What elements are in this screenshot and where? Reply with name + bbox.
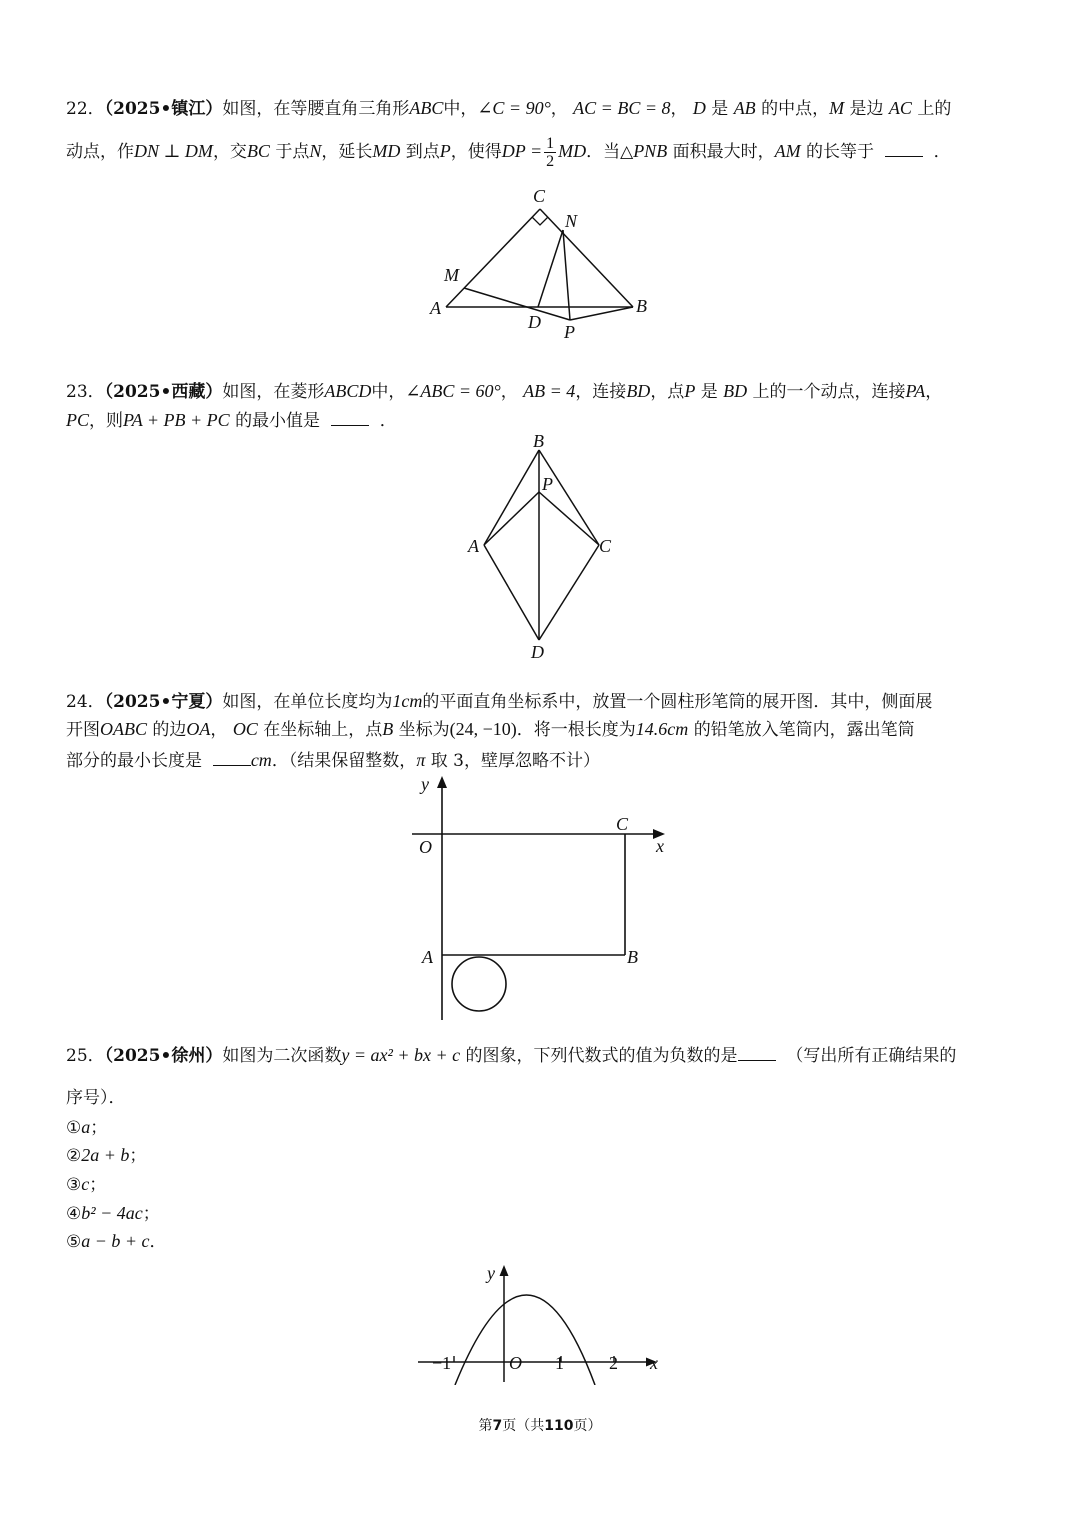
label-d: D: [528, 312, 541, 332]
label-c: C: [616, 814, 629, 834]
q25-math-func: y = ax² + bx + c: [341, 1045, 461, 1065]
q25-number: 25．: [66, 1046, 105, 1066]
label-b: B: [636, 296, 647, 316]
label-y: y: [487, 1263, 495, 1283]
segment-bc: [539, 450, 599, 545]
segment-ac: [446, 209, 540, 307]
q22-math-angle: ∠C = 90°: [477, 98, 551, 118]
q22-text: 是边: [849, 99, 884, 119]
y-axis-arrow: [500, 1265, 509, 1276]
q22-text: 如图，在等腰直角三角形: [222, 99, 410, 119]
q24-source: （2025•宁夏）: [104, 692, 223, 712]
q22-text: ．: [933, 142, 951, 162]
label-o: O: [419, 837, 432, 857]
option-end: ；: [89, 1175, 107, 1195]
q24-text: 取 3，壁厚忽略不计）: [430, 751, 600, 771]
q25-option-3: [66, 1172, 106, 1197]
q22-math-n: N: [309, 141, 322, 161]
q22-text: ，交: [212, 142, 247, 162]
label-c: C: [599, 536, 612, 556]
q22-math-md: MD: [372, 141, 401, 161]
q23-math-angle: ∠ABC = 60°: [405, 381, 501, 401]
segment-ba: [484, 450, 539, 545]
q22-math-p: P: [439, 141, 451, 161]
label-1: 1: [555, 1353, 564, 1373]
label-y: y: [421, 774, 429, 794]
q23-math-bd2: BD: [723, 381, 748, 401]
q23-math-abcd: ABCD: [324, 381, 372, 401]
q22-source: （2025•镇江）: [104, 99, 223, 119]
q23-text: 的最小值是: [235, 411, 321, 431]
q24-text: 部分的最小长度是: [66, 751, 202, 771]
label-c: C: [533, 186, 546, 206]
q22-number: 22．: [66, 99, 105, 119]
q22-math-sides: AC = BC = 8: [573, 98, 671, 118]
q22-fraction: [544, 135, 556, 170]
q24-text: 坐标为: [398, 720, 450, 740]
answer-blank: [213, 751, 251, 766]
label-neg1: −1: [432, 1353, 452, 1373]
label-a: A: [422, 947, 433, 967]
q23-text: ．: [379, 411, 397, 431]
q25-option-4: [66, 1201, 160, 1226]
q22-math-md2: MD: [558, 141, 587, 161]
q23-line-1: 23．（2025•西藏）如图，在菱形ABCD中，∠ABC = 60°， AB = 4，连接BD，点P 是 BD 上的一个动点，连接PA，: [66, 381, 943, 402]
q23-math-ab: AB = 4: [523, 381, 576, 401]
q23-figure: [460, 428, 620, 668]
q22-line-1: 22．（2025•镇江）如图，在等腰直角三角形ABC中，∠C = 90°， AC = BC = 8， D 是 AB 的中点，M 是边 AC 上的: [66, 98, 952, 119]
q22-math-perp: DN ⊥ DM: [134, 141, 213, 161]
option-mark: ⑤: [66, 1232, 82, 1252]
q24-line-1: [66, 689, 932, 714]
answer-blank: [885, 142, 923, 157]
footer-text: 页）: [573, 1418, 602, 1434]
option-end: ；: [142, 1204, 160, 1224]
label-a: A: [468, 536, 479, 556]
q23-line-2: [66, 408, 397, 433]
q24-text: 如图，在单位长度均为: [222, 692, 393, 712]
label-o: O: [509, 1353, 522, 1373]
q25-text: 的图象，下列代数式的值为负数的是: [465, 1046, 738, 1066]
option-expr: a: [81, 1117, 91, 1137]
label-p: P: [542, 474, 553, 494]
q22-math-m: M: [829, 98, 845, 118]
q23-math-pc: PC: [66, 410, 90, 430]
q25-text: （写出所有正确结果的: [786, 1046, 957, 1066]
option-expr: 2a + b: [81, 1145, 130, 1165]
label-x: x: [656, 836, 664, 856]
footer-text: 第: [478, 1418, 493, 1434]
option-end: ；: [90, 1118, 108, 1138]
q25-text: 如图为二次函数: [222, 1046, 342, 1066]
page-number: 7: [492, 1418, 503, 1434]
q23-math-pa: PA: [905, 381, 926, 401]
q24-text: ．将一根长度为: [516, 720, 636, 740]
q23-text: 如图，在菱形: [222, 382, 325, 402]
segment-ad: [484, 545, 539, 640]
q24-text: ．（结果保留整数，: [271, 751, 417, 771]
option-end: ；: [129, 1146, 147, 1166]
q23-math-p: P: [684, 381, 696, 401]
label-n: N: [565, 211, 578, 231]
q24-math-cm: cm: [250, 750, 272, 770]
segment-pa: [484, 492, 539, 545]
q23-math-sum: PA + PB + PC: [123, 410, 230, 430]
q23-number: 23．: [66, 382, 105, 402]
q22-text: 的长等于: [806, 142, 874, 162]
option-end: ．: [149, 1232, 167, 1252]
base-circle: [452, 957, 506, 1011]
q22-line-2: [66, 134, 951, 170]
q22-text: ，延长: [321, 142, 373, 162]
q22-math-ab: AB: [733, 98, 756, 118]
q24-line-2: 开图OABC 的边OA， OC 在坐标轴上，点B 坐标为(24, −10)．将一根长度为14.6cm 的铅笔放入笔筒内，露出笔筒: [66, 719, 915, 740]
q24-math-coord: (24, −10): [449, 719, 517, 739]
q22-figure: [420, 180, 660, 345]
q24-math-oa: OA: [186, 719, 211, 739]
y-axis-arrow: [437, 776, 447, 788]
q22-text: 是: [711, 99, 729, 119]
segment-pb: [570, 307, 633, 320]
q25-option-2: [66, 1143, 146, 1168]
q24-math-unit: 1cm: [392, 691, 423, 711]
q22-math-pnb: PNB: [633, 141, 668, 161]
label-m: M: [444, 265, 459, 285]
q24-figure: [405, 772, 680, 1022]
fraction-numerator: 1: [546, 135, 555, 152]
label-x: x: [650, 1353, 658, 1373]
page-footer: [0, 1415, 1080, 1435]
q25-option-5: [66, 1229, 167, 1254]
q22-math-dp: DP =: [501, 141, 543, 161]
option-mark: ③: [66, 1175, 82, 1195]
q22-math-bc: BC: [246, 141, 270, 161]
q22-math-d: D: [692, 98, 706, 118]
label-b: B: [627, 947, 638, 967]
option-mark: ④: [66, 1204, 82, 1224]
q24-line-3: [66, 748, 600, 773]
q25-line-1: [66, 1043, 956, 1068]
q25-line-2: [66, 1086, 126, 1110]
q22-text: 动点，作: [66, 142, 134, 162]
label-a: A: [430, 298, 441, 318]
q22-math-am: AM: [774, 141, 801, 161]
option-expr: a − b + c: [81, 1231, 150, 1251]
q23-source: （2025•西藏）: [104, 382, 223, 402]
q22-text: 到点: [405, 142, 440, 162]
segment-cd: [539, 545, 599, 640]
q24-math-len: 14.6cm: [635, 719, 689, 739]
q25-option-1: [66, 1115, 107, 1140]
q24-math-oabc: OABC: [100, 719, 147, 739]
option-mark: ②: [66, 1146, 82, 1166]
q23-text: 上的一个动点，连接: [752, 382, 906, 402]
q23-text: ，则: [89, 411, 124, 431]
right-angle-mark: [532, 217, 548, 225]
page-total: 110: [544, 1418, 574, 1434]
q24-math-oc: OC: [232, 719, 258, 739]
footer-text: 页（共: [502, 1418, 545, 1434]
q22-text: ．当△: [586, 142, 634, 162]
q22-text: ，使得: [450, 142, 502, 162]
q25-text: 序号）．: [66, 1088, 126, 1108]
q24-number: 24．: [66, 692, 105, 712]
segment-dn: [538, 230, 563, 307]
q24-math-pi: π: [416, 750, 426, 770]
option-expr: b² − 4ac: [81, 1203, 143, 1223]
segment-mp: [464, 288, 570, 320]
q24-math-b: B: [382, 719, 394, 739]
label-b: B: [533, 431, 544, 451]
q22-text: 于点: [275, 142, 310, 162]
q24-text: 开图: [66, 720, 100, 740]
q24-text: 的平面直角坐标系中，放置一个圆柱形笔筒的展开图．其中，侧面展: [422, 692, 933, 712]
q23-text: ，点: [650, 382, 685, 402]
answer-blank: [738, 1046, 776, 1061]
label-p: P: [564, 322, 575, 342]
option-expr: c: [81, 1174, 90, 1194]
q23-text: ，连接: [575, 382, 627, 402]
label-d: D: [531, 642, 544, 662]
q22-text: 中，: [443, 99, 478, 119]
q23-text: 是: [700, 382, 718, 402]
option-mark: ①: [66, 1118, 82, 1138]
fraction-denominator: 2: [546, 153, 555, 170]
q24-text: 在坐标轴上，点: [263, 720, 383, 740]
q24-text: 的铅笔放入笔筒内，露出笔筒: [693, 720, 915, 740]
q25-figure: [412, 1260, 672, 1385]
segment-pc: [539, 492, 599, 545]
label-2: 2: [609, 1353, 618, 1373]
q22-math-ac: AC: [888, 98, 912, 118]
q22-text: 的中点，: [761, 99, 830, 119]
answer-blank: [331, 411, 369, 426]
q22-text: 面积最大时，: [672, 142, 775, 162]
q23-text: 中，: [371, 382, 406, 402]
q25-source: （2025•徐州）: [104, 1046, 223, 1066]
q23-math-bd: BD: [626, 381, 651, 401]
q22-math-abc: ABC: [409, 98, 444, 118]
q24-text: 的边: [152, 720, 187, 740]
parabola-curve: [455, 1295, 595, 1385]
q22-text: 上的: [917, 99, 952, 119]
